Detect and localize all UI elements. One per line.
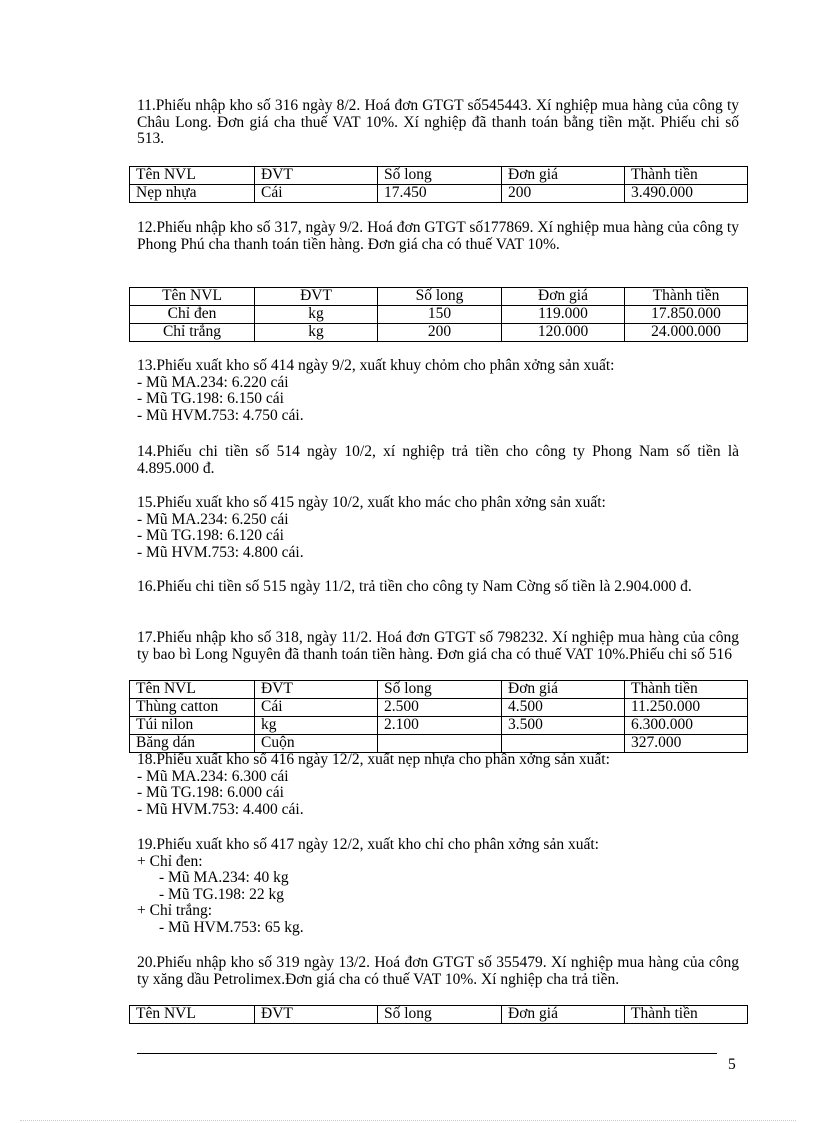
header-don-gia: Đơn giá (502, 167, 625, 185)
cell: 17.450 (378, 185, 502, 203)
cell: kg (255, 306, 378, 324)
page-number: 5 (728, 1056, 736, 1073)
list-item: - Mũ MA.234: 6.220 cái (137, 373, 289, 391)
list-item: - Mũ HVM.753: 4.400 cái. (137, 800, 304, 818)
cell: Cái (255, 185, 378, 203)
header-ten-nvl: Tên NVL (130, 288, 255, 306)
cell: 24.000.000 (625, 324, 748, 342)
cell: kg (255, 717, 378, 735)
header-thanh-tien: Thành tiền (625, 681, 748, 699)
entry-13 (137, 358, 739, 424)
list-item: - Mũ HVM.753: 4.800 cái. (137, 543, 304, 561)
cell: 11.250.000 (625, 699, 748, 717)
cell: kg (255, 324, 378, 342)
cell: 200 (378, 324, 502, 342)
list-item: - Mũ TG.198: 6.120 cái (137, 527, 284, 544)
cell (502, 735, 625, 753)
entry-12 (137, 220, 739, 253)
table-row (130, 735, 748, 753)
table-17 (129, 680, 748, 753)
header-dvt: ĐVT (255, 681, 378, 699)
list-item: - Mũ MA.234: 6.300 cái (137, 767, 289, 785)
header-don-gia: Đơn giá (502, 288, 625, 306)
table-row (130, 306, 748, 324)
entry-13-lead: 13.Phiếu xuất kho số 414 ngày 9/2, xuất khuy chỏm cho phân xởng sản xuất: (137, 357, 615, 374)
cell (378, 735, 502, 753)
header-ten-nvl: Tên NVL (130, 1006, 255, 1024)
cell: 6.300.000 (625, 717, 748, 735)
cell: 3.490.000 (625, 185, 748, 203)
header-so-luong: Số long (378, 1006, 502, 1024)
list-item: - Mũ TG.198: 6.150 cái (137, 390, 284, 407)
table-row (130, 699, 748, 717)
table-12 (129, 287, 748, 342)
entry-11-text: 11.Phiếu nhập kho số 316 ngày 8/2. Hoá đơn GTGT số545443. Xí nghiệp mua hàng của công ty Châu Long. Đơn giá cha thuế VAT 10%. Xí nghiệp đã thanh toán bằng tiền mặt. Phiếu chi số 513. (137, 97, 739, 147)
cell: 17.850.000 (625, 306, 748, 324)
cell: 120.000 (502, 324, 625, 342)
cell: Thùng catton (130, 699, 255, 717)
cell: 4.500 (502, 699, 625, 717)
list-item: - Mũ HVM.753: 4.750 cái. (137, 406, 304, 424)
header-thanh-tien: Thành tiền (625, 167, 748, 185)
table-header-row (130, 681, 748, 699)
entry-17 (137, 630, 739, 663)
cell: Cuộn (255, 735, 378, 753)
entry-15 (137, 495, 739, 561)
entry-19-lead: 19.Phiếu xuất kho số 417 ngày 12/2, xuất kho chỉ cho phân xởng sản xuất: (137, 836, 599, 853)
table-header-row (130, 288, 748, 306)
entry-20-text: 20.Phiếu nhập kho số 319 ngày 13/2. Hoá đơn GTGT số 355479. Xí nghiệp mua hàng của công ty xăng dầu Petrolimex.Đơn giá cha có thuế VAT 10%. Xí nghiệp cha trả tiền. (137, 954, 739, 988)
entry-14 (137, 444, 739, 477)
table-20 (129, 1005, 748, 1024)
cell: 119.000 (502, 306, 625, 324)
header-don-gia: Đơn giá (502, 1006, 625, 1024)
table-row (130, 717, 748, 735)
list-item: - Mũ MA.234: 6.250 cái (137, 510, 289, 528)
cell: Chỉ trắng (130, 324, 255, 342)
cell: 2.500 (378, 699, 502, 717)
list-item: - Mũ MA.234: 40 kg (159, 869, 289, 886)
header-dvt: ĐVT (255, 1006, 378, 1024)
cell: Nẹp nhựa (130, 185, 255, 203)
cell: 150 (378, 306, 502, 324)
header-don-gia: Đơn giá (502, 681, 625, 699)
table-row (130, 324, 748, 342)
sub-heading: + Chỉ trắng: (137, 902, 213, 919)
table-header-row (130, 167, 748, 185)
list-item: - Mũ HVM.753: 65 kg. (159, 918, 304, 936)
entry-20 (137, 955, 739, 988)
sub-heading: + Chỉ đen: (137, 852, 203, 870)
table-header-row (130, 1006, 748, 1024)
header-dvt: ĐVT (255, 167, 378, 185)
entry-15-lead: 15.Phiếu xuất kho số 415 ngày 10/2, xuất kho mác cho phân xởng sản xuất: (137, 494, 606, 511)
entry-12-text: 12.Phiếu nhập kho số 317, ngày 9/2. Hoá đơn GTGT số177869. Xí nghiệp mua hàng của công ty Phong Phú cha thanh toán tiền hàng. Đơn giá cha có thuế VAT 10%. (137, 219, 739, 253)
header-ten-nvl: Tên NVL (130, 167, 255, 185)
cell: 200 (502, 185, 625, 203)
cell: Băng dán (130, 735, 255, 753)
entry-14-text: 14.Phiếu chi tiền số 514 ngày 10/2, xí nghiệp trả tiền cho công ty Phong Nam số tiền là 4.895.000 đ. (137, 443, 739, 477)
header-so-luong: Số long (378, 167, 502, 185)
footer-rule (137, 1053, 717, 1054)
entry-17-text: 17.Phiếu nhập kho số 318, ngày 11/2. Hoá đơn GTGT số 798232. Xí nghiệp mua hàng của công ty bao bì Long Nguyên đã thanh toán tiền hàng. Đơn giá cha có thuế VAT 10%.Phiếu chi số 516 (137, 629, 739, 663)
entry-18-lead: 18.Phiếu xuất kho số 416 ngày 12/2, xuất nẹp nhựa cho phân xởng sản xuất: (137, 751, 610, 768)
header-so-luong: Số long (378, 681, 502, 699)
page-bottom-border (20, 1120, 796, 1121)
header-thanh-tien: Thành tiền (625, 288, 748, 306)
entry-16 (137, 579, 739, 596)
entry-18 (137, 752, 739, 818)
cell: Cái (255, 699, 378, 717)
header-so-luong: Số long (378, 288, 502, 306)
cell: 327.000 (625, 735, 748, 753)
table-11 (129, 166, 748, 203)
cell: 3.500 (502, 717, 625, 735)
entry-11 (137, 98, 739, 148)
cell: Chỉ đen (130, 306, 255, 324)
cell: Túi nilon (130, 717, 255, 735)
header-ten-nvl: Tên NVL (130, 681, 255, 699)
entry-16-text: 16.Phiếu chi tiền số 515 ngày 11/2, trả tiền cho công ty Nam Cờng số tiền là 2.904.000 đ. (137, 578, 692, 595)
header-dvt: ĐVT (255, 288, 378, 306)
cell: 2.100 (378, 717, 502, 735)
list-item: - Mũ TG.198: 6.000 cái (137, 784, 284, 801)
entry-19 (137, 837, 739, 936)
list-item: - Mũ TG.198: 22 kg (159, 885, 285, 903)
header-thanh-tien: Thành tiền (625, 1006, 748, 1024)
table-row (130, 185, 748, 203)
